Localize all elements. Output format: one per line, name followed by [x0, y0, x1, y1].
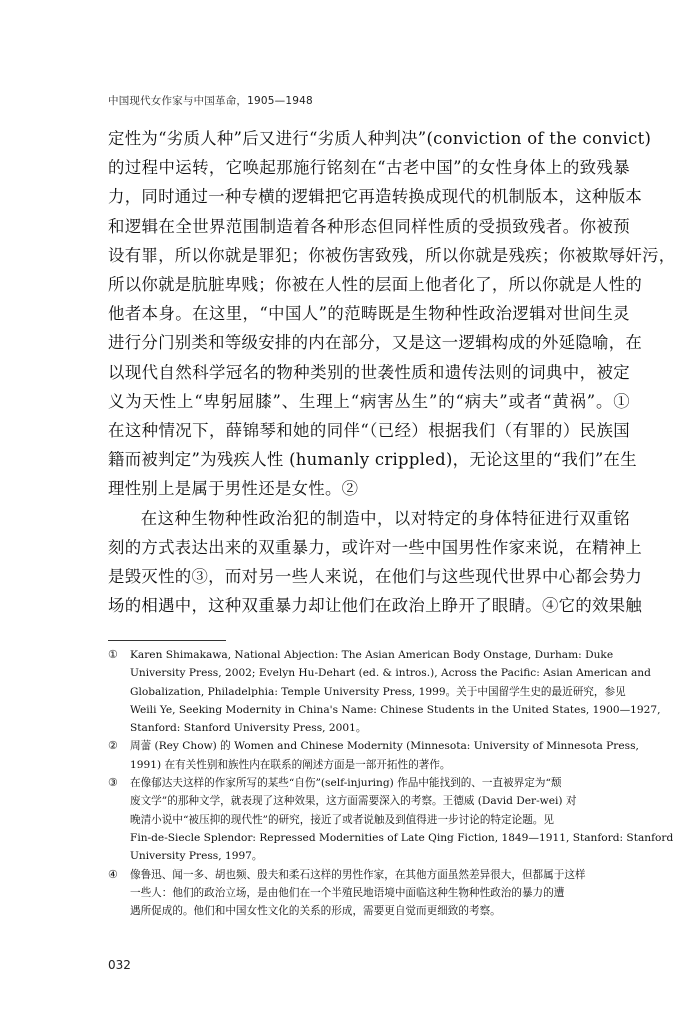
footnote-line: Globalization, Philadelphia: Temple University Press, 1999。关于中国留学生史的最近研究，参见 — [130, 685, 626, 698]
page-number: 032 — [108, 958, 131, 972]
footnote-line: 周蕾 (Rey Chow) 的 Women and Chinese Modernity (Minnesota: University of Minnesota Press, — [130, 740, 639, 753]
footnote — [108, 646, 661, 737]
text-line: 定性为“劣质人种”后又进行“劣质人种判决”(conviction of the convict) — [108, 129, 652, 148]
footnote-line: Fin-de-Siecle Splendor: Repressed Modernities of Late Qing Fiction, 1849—1911, Stanford: Stanford — [130, 831, 674, 844]
text-line: 场的相遇中，这种双重暴力却让他们在政治上睁开了眼睛。④它的效果触 — [108, 596, 643, 616]
main-text — [108, 124, 676, 620]
footnote — [108, 774, 674, 865]
footnote-line: 像鲁迅、闻一多、胡也频、殷夫和柔石这样的男性作家，在其他方面虽然差异很大，但都属于这样 — [130, 868, 586, 881]
text-line: 刻的方式表达出来的双重暴力，或许对一些中国男性作家来说，在精神上 — [108, 537, 643, 557]
footnote-line: 遇所促成的。他们和中国女性文化的关系的形成，需要更自觉而更细致的考察。 — [130, 905, 501, 918]
footnote-number: ③ — [108, 776, 118, 790]
text-line: 以现代自然科学冠名的物种类别的世袭性质和遗传法则的词典中，被定 — [108, 362, 630, 382]
footnote-line: University Press, 1997。 — [130, 850, 263, 863]
footnote-line: Karen Shimakawa, National Abjection: The Asian American Body Onstage, Durham: Duke — [130, 649, 614, 661]
footnote-line: 在像郁达夫这样的作家所写的某些“自伤”(self-injuring) 作品中能找到的、一直被界定为“颓 — [130, 777, 562, 790]
footnotes — [108, 646, 674, 920]
footnote — [108, 737, 639, 774]
footnote-line: 一些人：他们的政治立场，是由他们在一个半殖民地语境中面临这种生物种性政治的暴力的遭 — [130, 886, 565, 899]
text-line: 是毁灭性的③，而对另一些人来说，在他们与这些现代世界中心都会势力 — [108, 567, 643, 587]
footnote-line: University Press, 2002; Evelyn Hu-Dehart (ed. & intros.), Across the Pacific: Asian American and — [130, 667, 651, 680]
footnote-number: ④ — [108, 867, 118, 881]
text-line: 力，同时通过一种专横的逻辑把它再造转换成现代的机制版本，这种版本 — [108, 187, 643, 207]
text-line: 在这种情况下，薛锦琴和她的同伴“（已经）根据我们（有罪的）民族国 — [108, 421, 630, 441]
text-line: 进行分门别类和等级安排的内在部分，又是这一逻辑构成的外延隐喻，在 — [108, 333, 643, 353]
paragraph-2 — [108, 504, 643, 621]
text-line: 设有罪，所以你就是罪犯；你被伤害致残，所以你就是残疾；你被欺辱奸污， — [108, 245, 676, 265]
footnote-line: Weili Ye, Seeking Modernity in China's Name: Chinese Students in the United States, 1900—1927, — [130, 703, 661, 716]
footnote-divider — [108, 640, 226, 641]
text-line: 的过程中运转，它唤起那施行铭刻在“古老中国”的女性身体上的致残暴 — [108, 158, 630, 178]
text-line: 所以你就是肮脏卑贱；你被在人性的层面上他者化了，所以你就是人性的 — [108, 275, 643, 295]
footnote-line: 晚清小说中“被压抑的现代性”的研究，接近了或者说触及到值得进一步讨论的特定论题。见 — [130, 813, 554, 826]
paragraph-1 — [108, 124, 676, 504]
text-line: 和逻辑在全世界范围制造着各种形态但同样性质的受损致残者。你被预 — [108, 216, 630, 236]
footnote-line: 废文学”的那种文学，就表现了这种效果，这方面需要深入的考察。王德威 (David Der-wei) 对 — [130, 795, 577, 808]
footnote — [108, 866, 630, 921]
running-head: 中国现代女作家与中国革命，1905—1948 — [108, 95, 313, 107]
text-line: 籍而被判定”为残疾人性 (humanly crippled)，无论这里的“我们”在生 — [108, 450, 637, 470]
text-line: 理性别上是属于男性还是女性。② — [108, 479, 359, 499]
text-line: 义为天性上“卑躬屈膝”、生理上“病害丛生”的“病夫”或者“黄祸”。① — [108, 391, 630, 411]
text-line: 他者本身。在这里，“中国人”的范畴既是生物种性政治逻辑对世间生灵 — [108, 304, 630, 324]
text-line: 在这种生物种性政治犯的制造中，以对特定的身体特征进行双重铭 — [140, 508, 630, 528]
footnote-number: ① — [108, 648, 118, 661]
footnote-number: ② — [108, 739, 118, 753]
footnote-line: 1991) 在有关性别和族性内在联系的阐述方面是一部开拓性的著作。 — [130, 758, 451, 771]
footnote-line: Stanford: Stanford University Press, 2001。 — [130, 722, 367, 735]
